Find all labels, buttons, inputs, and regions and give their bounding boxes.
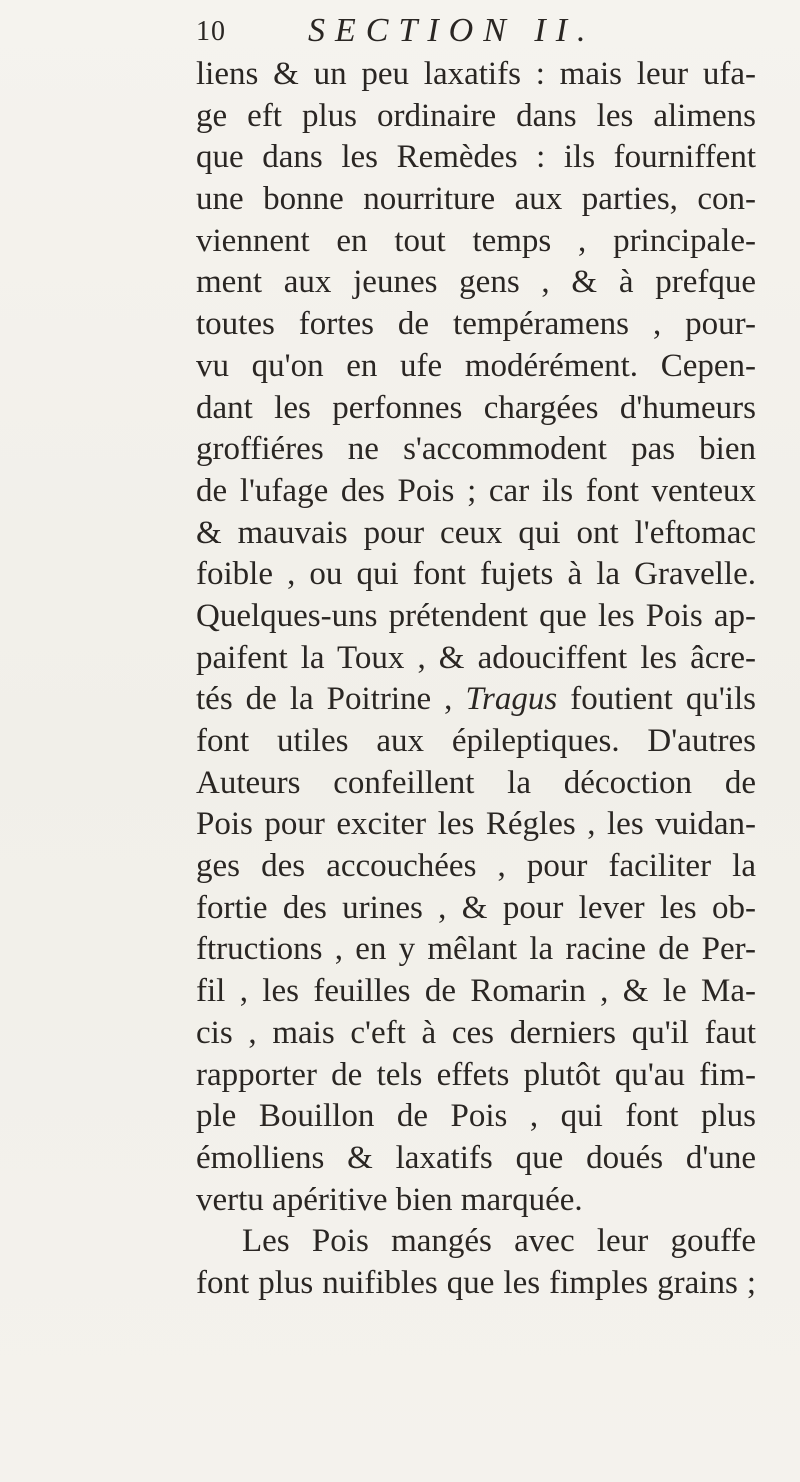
text-line: liens & un peu laxatifs : mais leur ufa-: [196, 56, 756, 92]
text-line: toutes fortes de tempéramens , pour-: [196, 306, 756, 343]
text-line: & mauvais pour ceux qui ont l'eftomac: [196, 514, 756, 551]
text-line: une bonne nourriture aux parties, con-: [196, 181, 756, 218]
text-line: fortie des urines , & pour lever les ob-: [196, 889, 756, 926]
text-line: Quelques-uns prétendent que les Pois ap-: [196, 597, 756, 634]
text-line: dant les perfonnes chargées d'humeurs: [196, 389, 756, 426]
text-line: foible , ou qui font fujets à la Gravelle.: [196, 556, 756, 593]
text-line: de l'ufage des Pois ; car ils font venteux: [196, 472, 756, 509]
italic-name: Tragus: [465, 681, 558, 718]
text-line: ftructions , en y mêlant la racine de Per-: [196, 931, 756, 968]
body-text: [196, 54, 756, 1305]
text-line: rapporter de tels effets plutôt qu'au fim-: [196, 1056, 756, 1093]
text-line: font plus nuifibles que les fimples grains ;: [196, 1264, 756, 1301]
text-line: viennent en tout temps , principale-: [196, 222, 756, 259]
text-line: que dans les Remèdes : ils fourniffent: [196, 139, 756, 176]
text-line: ge eft plus ordinaire dans les alimens: [196, 97, 756, 134]
text-line: vu qu'on en ufe modérément. Cepen-: [196, 347, 756, 384]
text-line: ple Bouillon de Pois , qui font plus: [196, 1098, 756, 1135]
page-number: 10: [196, 16, 226, 47]
text-line: Pois pour exciter les Régles , les vuidan-: [196, 806, 756, 843]
text-line: tés de la Poitrine , Tragus foutient qu'ils: [196, 681, 756, 718]
text-line: font utiles aux épileptiques. D'autres: [196, 723, 756, 759]
text-line: cis , mais c'eft à ces derniers qu'il faut: [196, 1014, 756, 1051]
text-line: fil , les feuilles de Romarin , & le Ma-: [196, 973, 756, 1010]
text-line: Auteurs confeillent la décoction de: [196, 764, 756, 801]
text-line: émolliens & laxatifs que doués d'une: [196, 1139, 756, 1176]
text-line: groffiéres ne s'accommodent pas bien: [196, 431, 756, 468]
text-line: Les Pois mangés avec leur gouffe: [242, 1223, 756, 1260]
text-line: vertu apéritive bien marquée.: [196, 1181, 583, 1218]
text-line: paifent la Toux , & adouciffent les âcre-: [196, 639, 756, 676]
running-head: [196, 14, 756, 54]
text-line: ges des accouchées , pour faciliter la: [196, 848, 756, 885]
text-line: ment aux jeunes gens , & à prefque: [196, 264, 756, 301]
section-title: SECTION II.: [308, 12, 596, 49]
